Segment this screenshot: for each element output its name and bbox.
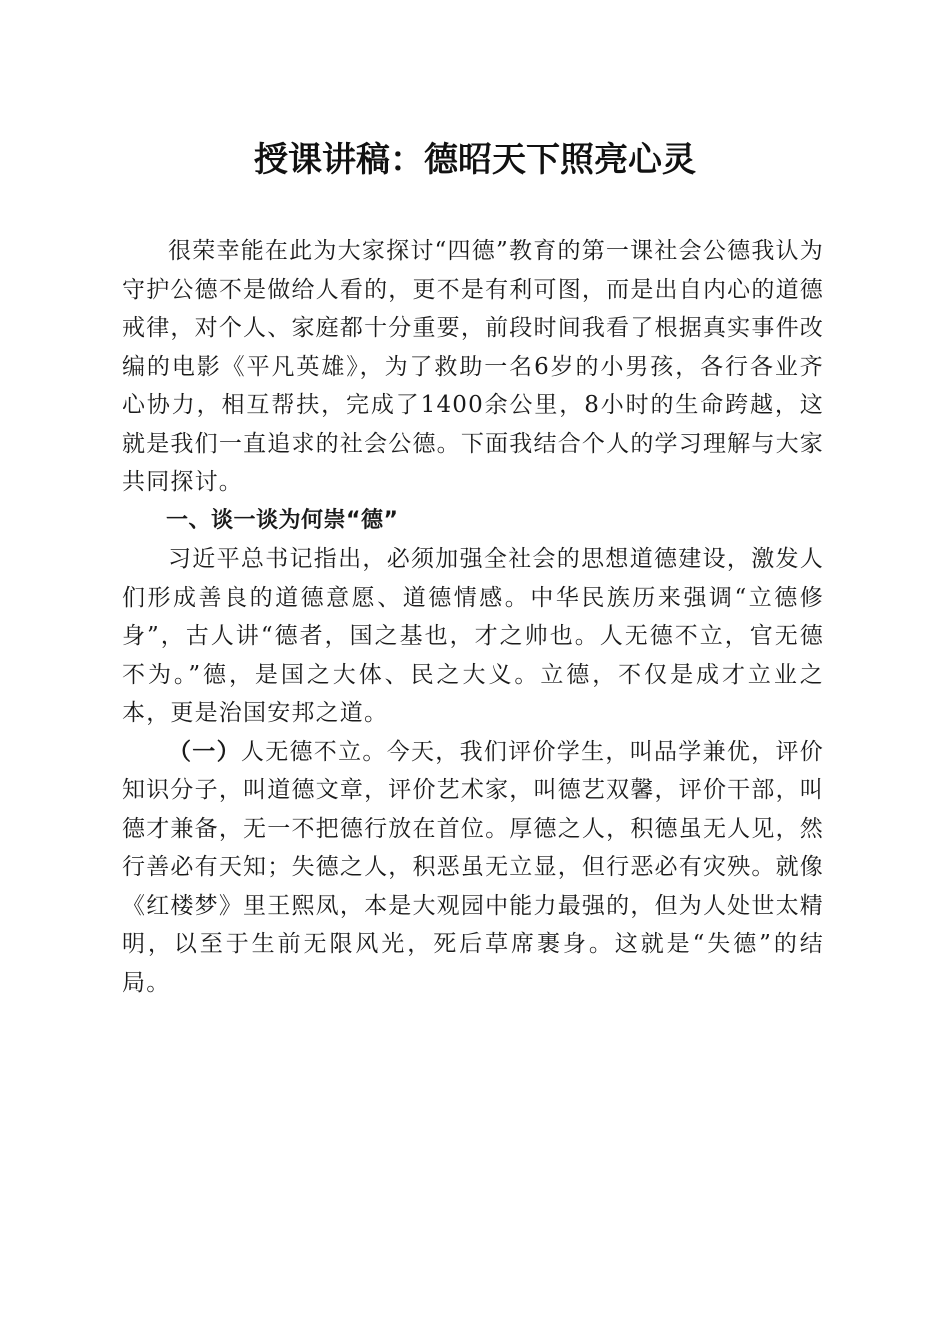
intro-paragraph: 很荣幸能在此为大家探讨“四德”教育的第一课社会公德我认为守护公德不是做给人看的，更不是有利可图，而是出自内心的道德戒律，对个人、家庭都十分重要，前段时间我看了根据真实事件改编的电影《平凡英雄》，为了救助一名6岁的小男孩，各行各业齐心协力，相互帮扶，完成了1400余公里，8小时的生命跨越，这就是我们一直追求的社会公德。下面我结合个人的学习理解与大家共同探讨。	[122, 238, 824, 495]
subsection-number: （一）	[168, 737, 241, 765]
document-body	[122, 232, 824, 1002]
section-heading: 一、谈一谈为何崇“德”	[166, 507, 399, 533]
document-title: 授课讲稿：德昭天下照亮心灵	[254, 140, 696, 180]
subsection-paragraph	[122, 733, 824, 1003]
subsection-text: 人无德不立。今天，我们评价学生，叫品学兼优，评价知识分子，叫道德文章，评价艺术家，叫德艺双馨，评价干部，叫德才兼备，无一不把德行放在首位。厚德之人，积德虽无人见，然行善必有天知；失德之人，积恶虽无立显，但行恶必有灾殃。就像《红楼梦》里王熙凤，本是大观园中能力最强的，但为人处世太精明，以至于生前无限风光，死后草席裹身。这就是“失德”的结局。	[122, 738, 824, 996]
section-paragraph: 习近平总书记指出，必须加强全社会的思想道德建设，激发人们形成善良的道德意愿、道德情感。中华民族历来强调“立德修身”，古人讲“德者，国之基也，才之帅也。人无德不立，官无德不为。”德，是国之大体、民之大义。立德，不仅是成才立业之本，更是治国安邦之道。	[122, 546, 824, 726]
